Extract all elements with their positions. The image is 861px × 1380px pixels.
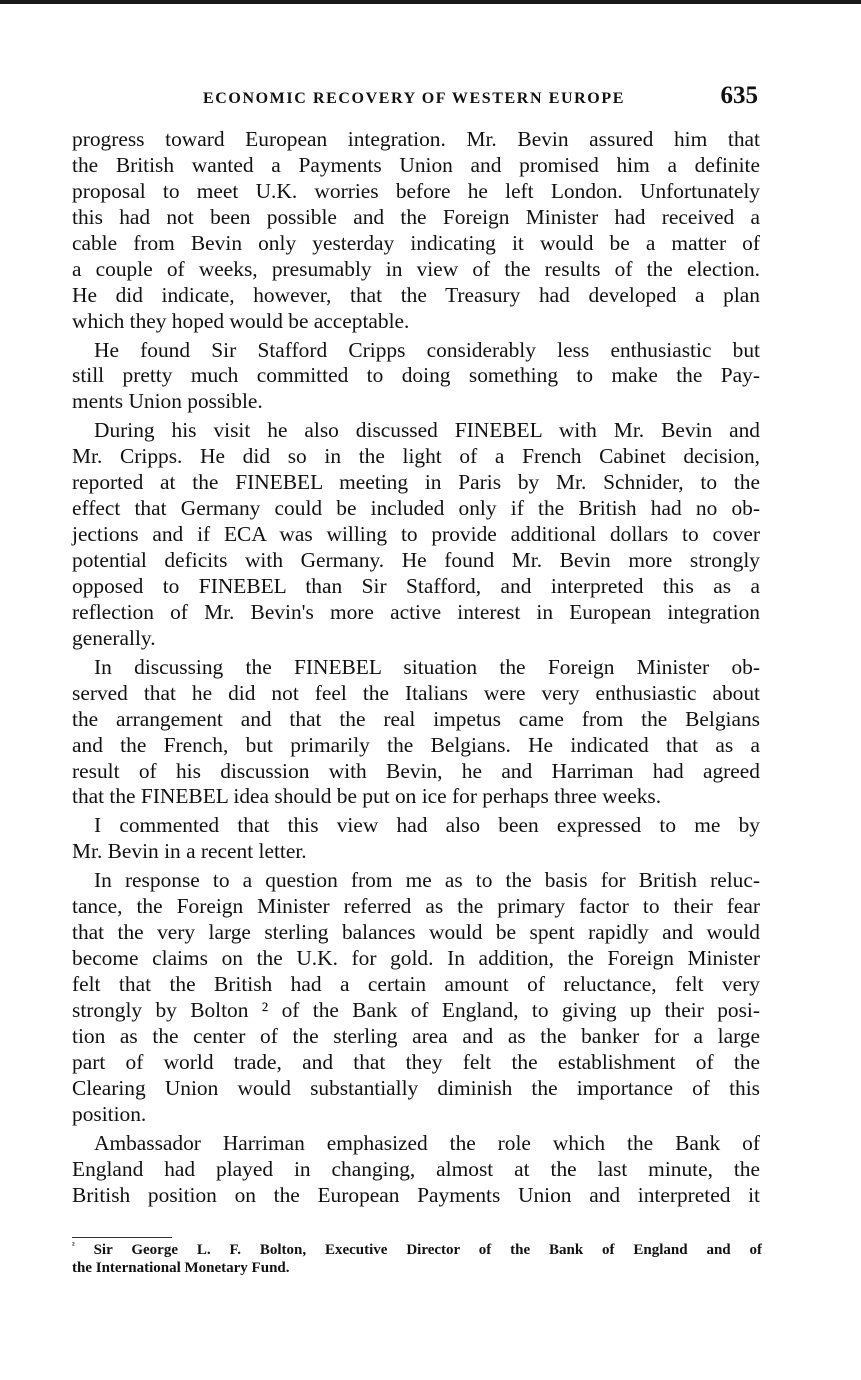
text-line: a couple of weeks, presumably in view of the results of the election. xyxy=(72,256,760,281)
text-line: which they hoped would be acceptable. xyxy=(72,308,410,333)
body-text xyxy=(72,127,760,1208)
paragraph xyxy=(72,338,760,416)
text-line: progress toward European integration. Mr. Bevin assured him that xyxy=(72,127,760,151)
footnote-marker: ² xyxy=(72,1240,75,1250)
text-line: served that he did not feel the Italians were very enthusiastic about xyxy=(72,680,760,705)
text-line: result of his discussion with Bevin, he and Harriman had agreed xyxy=(72,758,760,783)
text-line: reported at the FINEBEL meeting in Paris by Mr. Schnider, to the xyxy=(72,470,760,495)
text-line: the arrangement and that the real impetus came from the Belgians xyxy=(72,706,760,731)
footnote-line xyxy=(72,1241,762,1259)
text-line: reflection of Mr. Bevin's more active interest in European integration xyxy=(72,599,760,624)
paragraph xyxy=(72,418,760,651)
text-line: and the French, but primarily the Belgians. He indicated that as a xyxy=(72,732,760,757)
text-line: He found Sir Stafford Cripps considerably less enthusiastic but xyxy=(94,337,760,362)
paragraph xyxy=(72,127,760,335)
running-title: ECONOMIC RECOVERY OF WESTERN EUROPE xyxy=(203,90,625,107)
text-line: position. xyxy=(72,1101,147,1126)
text-line: Clearing Union would substantially diminish the importance of this xyxy=(72,1075,760,1100)
text-line: He did indicate, however, that the Treasury had developed a plan xyxy=(72,282,760,307)
text-line: that the FINEBEL idea should be put on ice for perhaps three weeks. xyxy=(72,784,662,809)
text-line: potential deficits with Germany. He found Mr. Bevin more strongly xyxy=(72,548,760,572)
top-border-rule xyxy=(0,0,861,4)
paragraph xyxy=(72,1131,760,1209)
text-line: In discussing the FINEBEL situation the Foreign Minister ob- xyxy=(94,654,760,679)
paragraph xyxy=(72,868,760,1127)
text-line: In response to a question from me as to the basis for British reluc- xyxy=(94,868,760,893)
text-line: still pretty much committed to doing something to make the Pay- xyxy=(72,363,760,388)
text-line: Mr. Bevin in a recent letter. xyxy=(72,839,307,864)
text-line: During his visit he also discussed FINEBEL with Mr. Bevin and xyxy=(94,418,760,443)
footnote-text: Sir George L. F. Bolton, Executive Director of the Bank of England and of xyxy=(93,1242,763,1258)
paragraph xyxy=(72,813,760,865)
text-line: that the very large sterling balances would be spent rapidly and would xyxy=(72,920,760,945)
running-header xyxy=(70,82,758,116)
text-line: Ambassador Harriman emphasized the role which the Bank of xyxy=(94,1130,760,1155)
text-line: part of world trade, and that they felt the establishment of the xyxy=(72,1049,760,1074)
text-line: strongly by Bolton ² of the Bank of England, to giving up their posi- xyxy=(72,997,760,1022)
text-line: cable from Bevin only yesterday indicating it would be a matter of xyxy=(72,230,760,255)
text-line: England had played in changing, almost at the last minute, the xyxy=(72,1156,760,1181)
paragraph xyxy=(72,655,760,811)
text-line: opposed to FINEBEL than Sir Stafford, and interpreted this as a xyxy=(72,573,760,598)
text-line: jections and if ECA was willing to provide additional dollars to cover xyxy=(72,522,760,547)
text-line: felt that the British had a certain amount of reluctance, felt very xyxy=(72,972,760,996)
text-line: become claims on the U.K. for gold. In addition, the Foreign Minister xyxy=(72,946,760,971)
text-line: British position on the European Payments Union and interpreted it xyxy=(72,1182,760,1207)
text-line: ments Union possible. xyxy=(72,389,263,414)
text-line: effect that Germany could be included only if the British had no ob- xyxy=(72,496,760,521)
footnote-rule xyxy=(72,1237,172,1238)
text-line: this had not been possible and the Foreign Minister had received a xyxy=(72,204,760,229)
text-line: Mr. Cripps. He did so in the light of a French Cabinet decision, xyxy=(72,444,760,469)
text-line: generally. xyxy=(72,625,156,650)
footnote xyxy=(72,1241,762,1277)
text-line: the British wanted a Payments Union and promised him a definite xyxy=(72,152,760,177)
text-line: tance, the Foreign Minister referred as the primary factor to their fear xyxy=(72,894,760,919)
text-line: I commented that this view had also been expressed to me by xyxy=(94,813,760,838)
text-line: proposal to meet U.K. worries before he left London. Unfortunately xyxy=(72,178,760,203)
footnote-line: the International Monetary Fund. xyxy=(72,1260,290,1276)
page-number: 635 xyxy=(720,82,758,109)
text-line: tion as the center of the sterling area and as the banker for a large xyxy=(72,1023,760,1048)
